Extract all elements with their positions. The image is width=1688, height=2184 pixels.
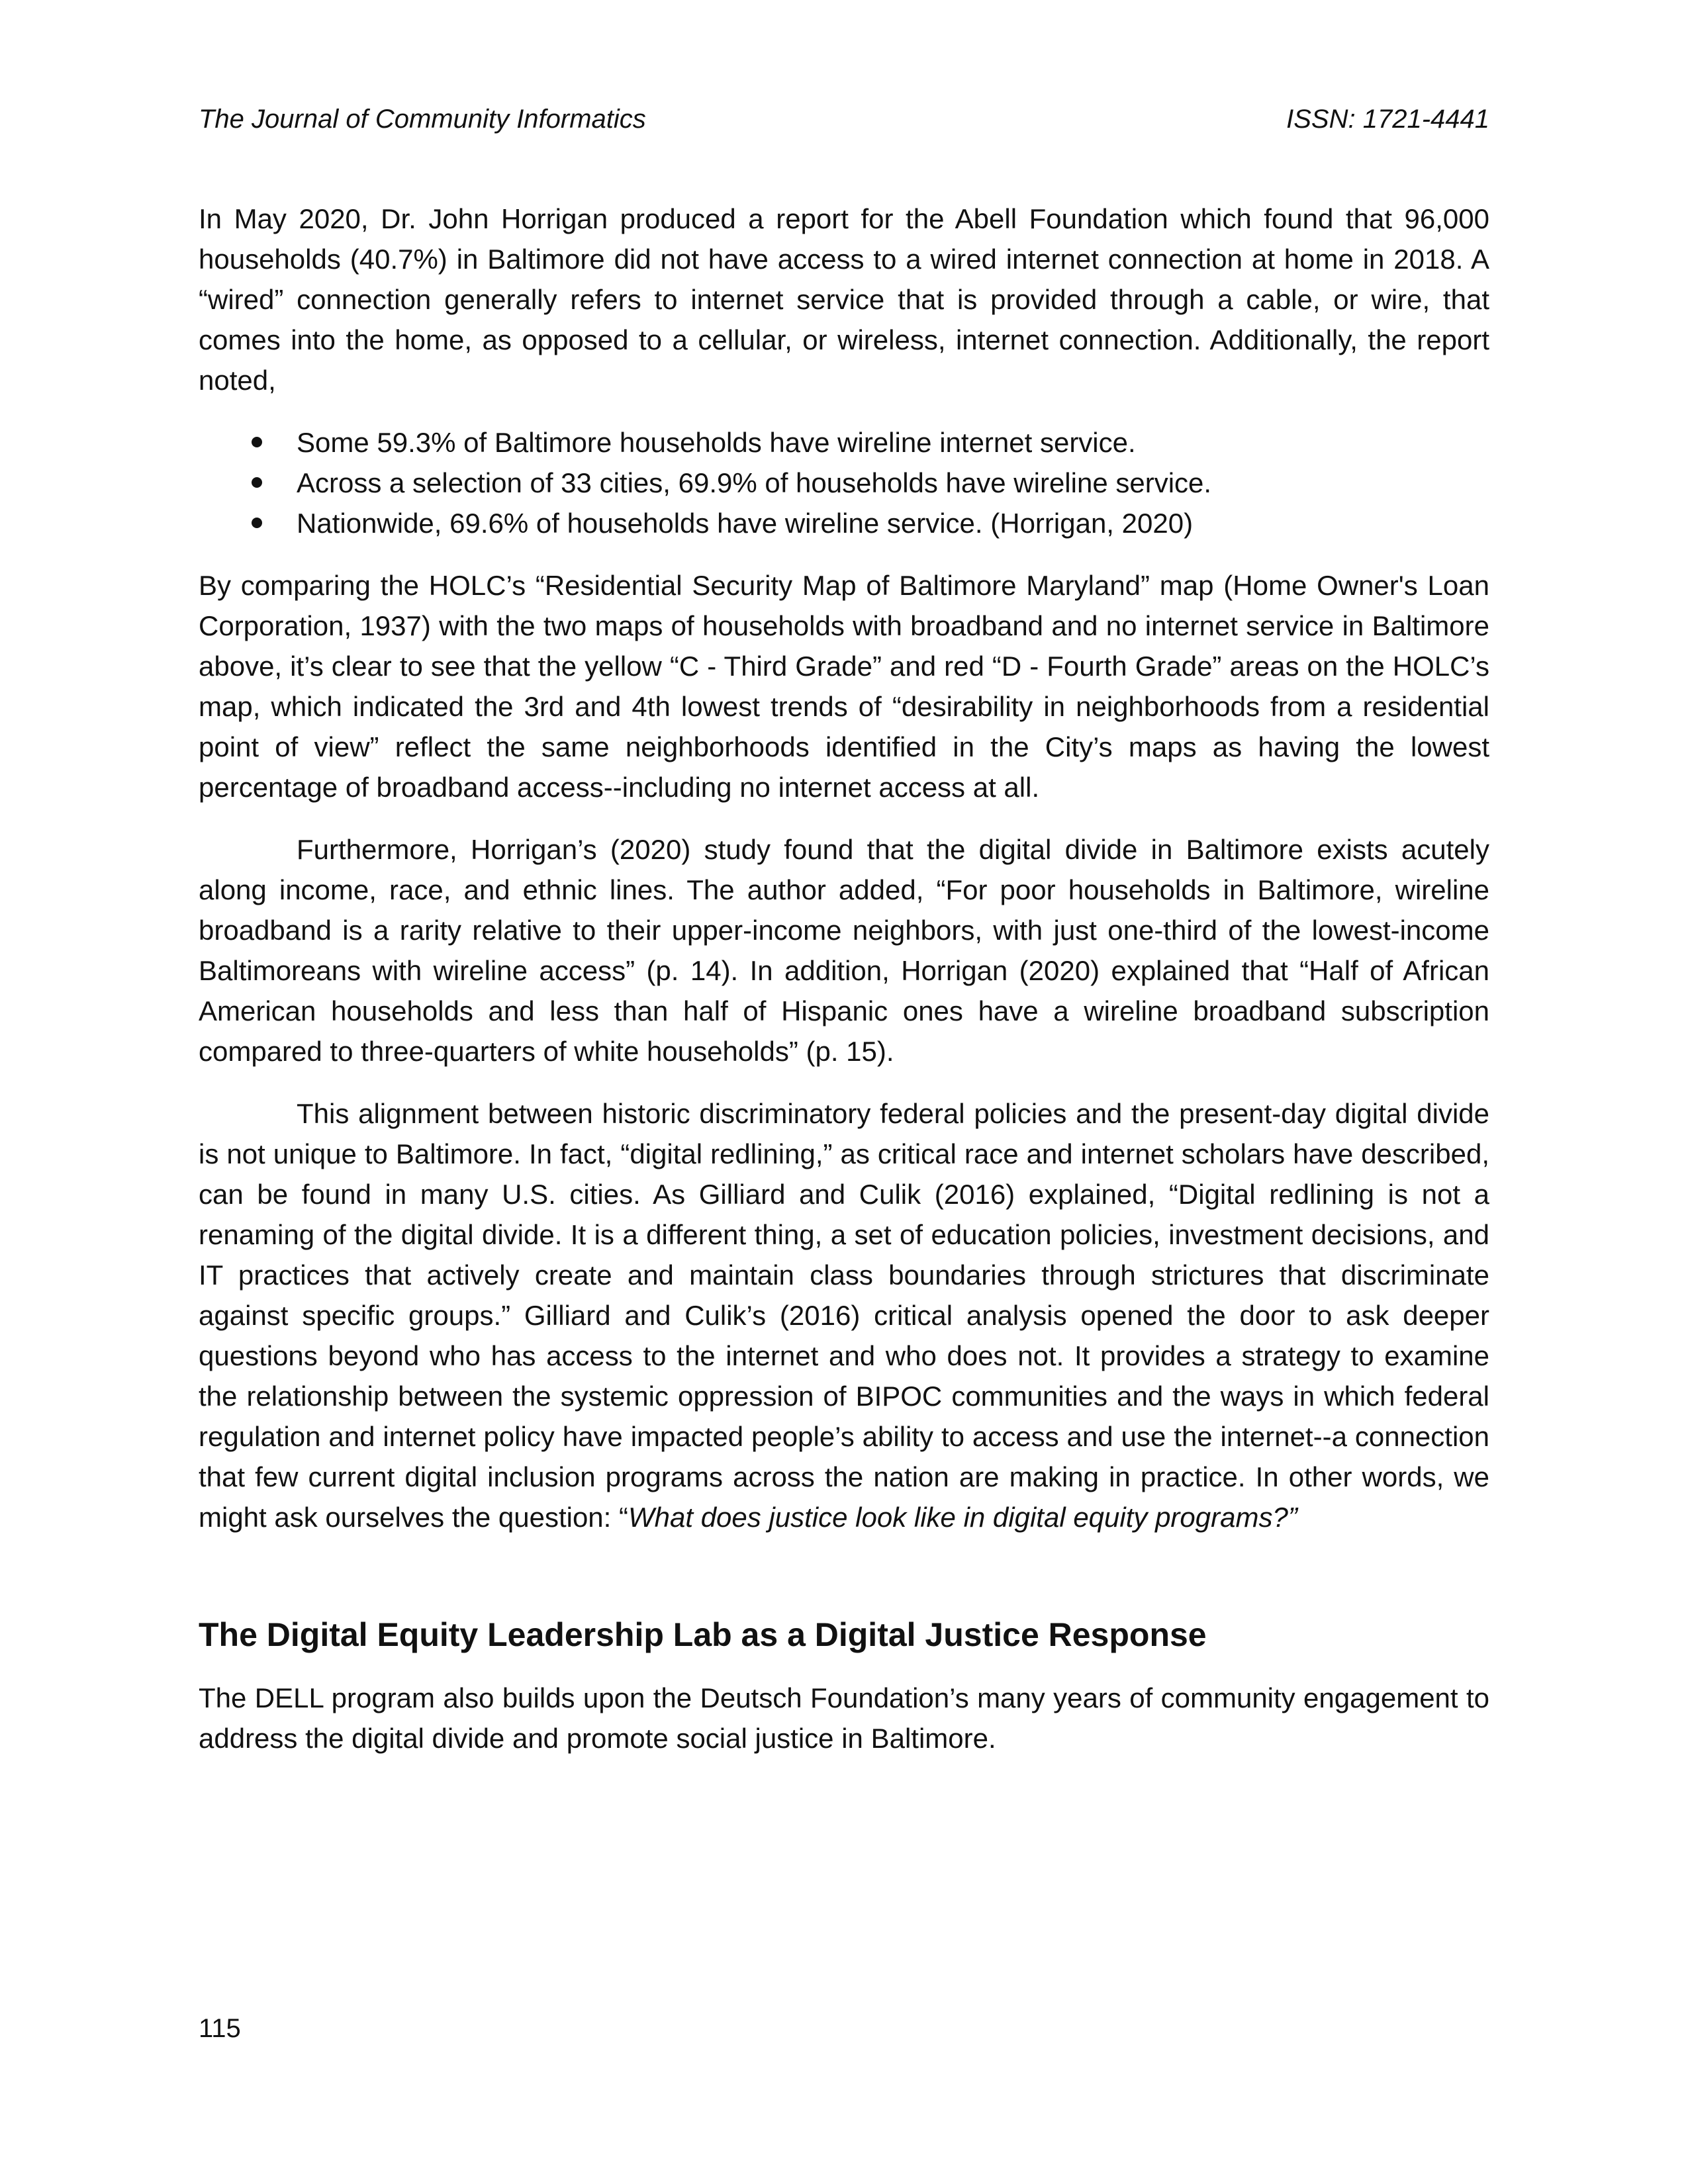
document-page xyxy=(199,0,1489,2184)
list-item-text: Some 59.3% of Baltimore households have wireline internet service. xyxy=(297,427,1136,458)
issn-label: ISSN: 1721-4441 xyxy=(1286,105,1489,134)
bullet-icon xyxy=(252,477,262,488)
list-item-text: Nationwide, 69.6% of households have wireline service. (Horrigan, 2020) xyxy=(297,508,1194,539)
paragraph-dell-program: The DELL program also builds upon the Deutsch Foundation’s many years of community engagement to address the digital divide and promote social justice in Baltimore. xyxy=(199,1682,1489,1754)
body-text xyxy=(199,199,1489,1780)
bullet-icon xyxy=(252,518,262,528)
paragraph-digital-redlining-text: This alignment between historic discriminatory federal policies and the present-day digital divide is not unique to Baltimore. In fact, “digital redlining,” as critical race and internet scholars have described, can be found in many U.S. cities. As Gilliard and Culik (2016) explained, “Digital redlining is not a renaming of the digital divide. It is a different thing, a set of education policies, investment decisions, and IT practices that actively create and maintain class boundaries through strictures that discriminate against specific groups.” Gilliard and Culik’s (2016) critical analysis opened the door to ask deeper questions beyond who has access to the internet and who does not. It provides a strategy to examine the relationship between the systemic oppression of BIPOC communities and the ways in which federal regulation and internet policy have impacted people’s ability to access and use the internet--a connection that few current digital inclusion programs across the nation are making in practice. In other words, we might ask ourselves the question: “ xyxy=(199,1098,1489,1533)
running-header xyxy=(199,103,1489,136)
list-item xyxy=(199,422,1489,463)
page-number: 115 xyxy=(199,2014,241,2043)
bullet-icon xyxy=(252,437,262,447)
paragraph-holc-map-comparison: By comparing the HOLC’s “Residential Security Map of Baltimore Maryland” map (Home Owner's Loan Corporation, 1937) with the two maps of households with broadband and no internet service in Baltimore above, it’s clear to see that the yellow “C - Third Grade” and red “D - Fourth Grade” areas on the HOLC’s map, which indicated the 3rd and 4th lowest trends of “desirability in neighborhoods from a residential point of view” reflect the same neighborhoods identified in the City’s maps as having the lowest percentage of broadband access--including no internet access at all. xyxy=(199,570,1489,803)
list-item xyxy=(199,503,1489,543)
paragraph-income-race-divide: Furthermore, Horrigan’s (2020) study found that the digital divide in Baltimore exists acutely along income, race, and ethnic lines. The author added, “For poor households in Baltimore, wireline broadband is a rarity relative to their upper-income neighbors, with just one-third of the lowest-income Baltimoreans with wireline access” (p. 14). In addition, Horrigan (2020) explained that “Half of African American households and less than half of Hispanic ones have a wireline broadband subscription compared to three-quarters of white households” (p. 15). xyxy=(199,834,1489,1067)
journal-title: The Journal of Community Informatics xyxy=(199,105,646,134)
paragraph-digital-redlining xyxy=(199,1093,1489,1537)
list-item xyxy=(199,463,1489,503)
statistics-bullet-list xyxy=(199,422,1489,543)
list-item-text: Across a selection of 33 cities, 69.9% of households have wireline service. xyxy=(297,467,1212,498)
paragraph-horrigan-report: In May 2020, Dr. John Horrigan produced a report for the Abell Foundation which found that 96,000 households (40.7%) in Baltimore did not have access to a wired internet connection at home in 2018. A “wired” connection generally refers to internet service that is provided through a cable, or wire, that comes into the home, as opposed to a cellular, or wireless, internet connection. Additionally, the report noted, xyxy=(199,203,1489,396)
justice-question: What does justice look like in digital equity programs?” xyxy=(628,1502,1297,1533)
section-heading: The Digital Equity Leadership Lab as a Digital Justice Response xyxy=(199,1616,1207,1653)
